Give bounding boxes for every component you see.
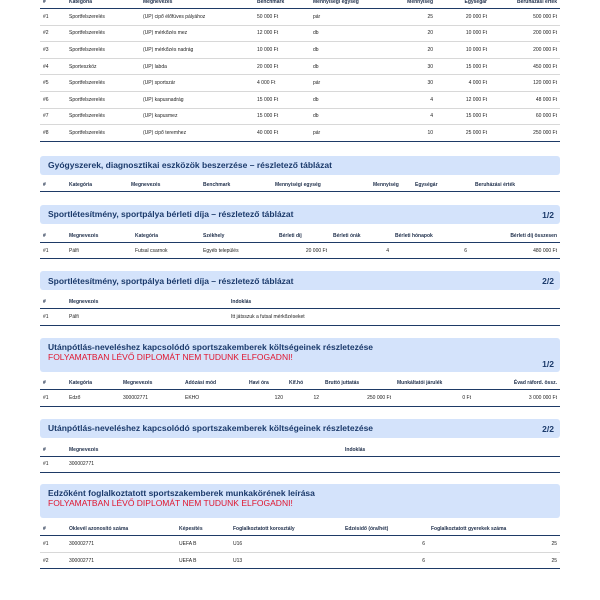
table-cell: #8 <box>43 129 49 136</box>
table-header-row <box>40 179 560 192</box>
col-header: Mennyiségi egység <box>275 181 321 188</box>
section-title: Sportlétesítmény, sportpálya bérleti díja – részletező táblázat <box>48 209 294 220</box>
col-header: Kif.hó <box>289 379 304 386</box>
section-title: Edzőként foglalkoztatott sportszakemberek munkakörének leírása <box>48 488 315 499</box>
table-cell: 300002771 <box>69 557 95 564</box>
table-row <box>40 42 560 59</box>
table-cell: 4 <box>430 113 433 120</box>
col-header: Mennyiség <box>407 0 433 5</box>
col-header: Kategória <box>69 379 93 386</box>
table-cell: 3 000 000 Ft <box>528 394 557 401</box>
table-cell: 450 000 Ft <box>533 63 557 70</box>
table-header-row <box>40 0 560 9</box>
table-row <box>40 552 560 569</box>
table-cell: 20 000 Ft <box>465 13 487 20</box>
section-title: Gyógyszerek, diagnosztikai eszközök beszerzése – részletező táblázat <box>48 160 332 171</box>
equipment-table <box>40 0 560 142</box>
table-cell: Sporteszköz <box>69 63 97 70</box>
medical-table <box>40 179 560 192</box>
table-cell: 10 <box>427 129 433 136</box>
col-header: Egységár <box>464 0 487 5</box>
col-header: Megnevezés <box>131 181 161 188</box>
col-header: Foglalkoztatott gyerekek száma <box>431 526 507 533</box>
table-cell: 50 000 Ft <box>257 13 279 20</box>
table-cell: 60 000 Ft <box>535 113 557 120</box>
table-cell: (UP) sportszár <box>143 80 176 87</box>
table-cell: (UP) mérkőzés mez <box>143 30 188 37</box>
col-header: # <box>43 526 46 533</box>
table-cell: 15 000 Ft <box>465 113 487 120</box>
col-header: Munkáltatói járulék <box>397 379 443 386</box>
table-cell: #1 <box>43 13 49 20</box>
warning-text: FOLYAMATBAN LÉVŐ DIPLOMÁT NEM TUDUNK ELFOGADNI! <box>48 351 293 362</box>
table-cell: #5 <box>43 80 49 87</box>
table-cell: 4 <box>386 247 389 254</box>
table-cell: 6 <box>422 557 425 564</box>
table-cell: #2 <box>43 30 49 37</box>
col-header: # <box>43 446 46 453</box>
table-cell: EKHO <box>185 394 200 401</box>
table-cell: Sportfelszerelés <box>69 129 105 136</box>
page-indicator: 1/2 <box>542 209 554 220</box>
col-header: Havi óra <box>249 379 269 386</box>
table-row <box>40 108 560 125</box>
table-cell: 10 000 Ft <box>257 46 279 53</box>
section-header-medical <box>40 156 560 175</box>
table-cell: #2 <box>43 557 49 564</box>
table-cell: #7 <box>43 113 49 120</box>
table-cell: Pálfi <box>69 247 79 254</box>
table-row <box>40 456 560 473</box>
table-cell: 48 000 Ft <box>535 96 557 103</box>
table-cell: 20 000 Ft <box>257 63 279 70</box>
table-cell: 25 <box>551 557 557 564</box>
coaches-table <box>40 523 560 569</box>
table-cell: db <box>313 46 319 53</box>
table-cell: 12 000 Ft <box>257 30 279 37</box>
table-cell: 25 000 Ft <box>465 129 487 136</box>
table-cell: #1 <box>43 540 49 547</box>
table-row <box>40 389 560 406</box>
table-cell: #6 <box>43 96 49 103</box>
warning-text: FOLYAMATBAN LÉVŐ DIPLOMÁT NEM TUDUNK ELFOGADNI! <box>48 498 293 509</box>
table-row <box>40 125 560 142</box>
table-cell: U16 <box>233 540 243 547</box>
table-cell: db <box>313 96 319 103</box>
table-cell: (UP) labda <box>143 63 167 70</box>
table-row <box>40 25 560 42</box>
table-cell: 4 000 Ft <box>468 80 487 87</box>
rental-table-1 <box>40 230 560 260</box>
col-header: Bérleti díj <box>279 232 302 239</box>
table-cell <box>342 456 560 473</box>
table-cell: 300002771 <box>69 461 95 468</box>
table-cell: pár <box>313 80 321 87</box>
table-cell: (UP) cipő élőfüves pályához <box>143 13 206 20</box>
col-header: Mennyiségi egység <box>313 0 359 5</box>
table-cell: 300002771 <box>123 394 149 401</box>
col-header: Adózási mód <box>185 379 217 386</box>
col-header: Megnevezés <box>143 0 173 5</box>
table-cell: 20 <box>427 46 433 53</box>
col-header: # <box>43 0 46 5</box>
table-cell: 20 <box>427 30 433 37</box>
table-header-row <box>40 523 560 536</box>
table-cell: U13 <box>233 557 243 564</box>
table-cell: Sportfelszerelés <box>69 80 105 87</box>
section-header-rental-1 <box>40 205 560 224</box>
table-cell: 300002771 <box>69 540 95 547</box>
table-cell: pár <box>313 129 321 136</box>
table-cell: 120 <box>274 394 283 401</box>
table-row <box>40 58 560 75</box>
table-cell: #1 <box>43 394 49 401</box>
table-row <box>40 9 560 26</box>
table-cell: 0 Ft <box>462 394 471 401</box>
table-cell: #1 <box>43 247 49 254</box>
table-header-row <box>40 377 560 390</box>
col-header: Bérleti hónapok <box>395 232 433 239</box>
col-header: Megnevezés <box>123 379 153 386</box>
col-header: Beruházási érték <box>516 0 557 5</box>
table-row <box>40 75 560 92</box>
table-cell: Sportfelszerelés <box>69 46 105 53</box>
table-row <box>40 242 560 259</box>
table-cell: Sportfelszerelés <box>69 30 105 37</box>
col-header: Évad ráford. össz. <box>513 379 557 386</box>
table-cell: 250 000 Ft <box>367 394 391 401</box>
table-cell: 12 000 Ft <box>465 96 487 103</box>
document-page <box>40 0 560 569</box>
table-header-row <box>40 444 560 457</box>
table-cell: (UP) mérkőzés nadrág <box>143 46 194 53</box>
col-header: Benchmark <box>257 0 285 5</box>
col-header: Bruttó juttatás <box>325 379 360 386</box>
col-header: Bérleti díj összesen <box>510 232 557 239</box>
col-header: # <box>43 379 46 386</box>
table-cell: #4 <box>43 63 49 70</box>
table-cell: 4 000 Ft <box>257 80 276 87</box>
table-cell: db <box>313 63 319 70</box>
section-header-coaches <box>40 484 560 518</box>
col-header: Foglalkoztatott korosztály <box>233 526 295 533</box>
col-header: Beruházási érték <box>475 181 516 188</box>
table-cell: 120 000 Ft <box>533 80 557 87</box>
table-cell: #1 <box>43 314 49 321</box>
section-header-youth-2 <box>40 419 560 438</box>
table-cell: 200 000 Ft <box>533 46 557 53</box>
section-title: Utánpótlás-neveléshez kapcsolódó sportszakemberek költségeinek részletezése <box>48 341 374 352</box>
col-header: # <box>43 181 46 188</box>
table-header-row <box>40 230 560 243</box>
col-header: Bérleti órák <box>333 232 361 239</box>
table-cell: Sportfelszerelés <box>69 113 105 120</box>
table-cell: 25 <box>551 540 557 547</box>
table-cell: 10 000 Ft <box>465 30 487 37</box>
section-header-youth-1 <box>40 338 560 372</box>
table-cell: Egyéb település <box>203 247 239 254</box>
page-indicator: 2/2 <box>542 423 554 434</box>
table-cell: 200 000 Ft <box>533 30 557 37</box>
table-cell: db <box>313 113 319 120</box>
col-header: Kategória <box>69 181 93 188</box>
table-cell: 6 <box>422 540 425 547</box>
table-cell: pár <box>313 13 321 20</box>
table-cell: UEFA B <box>179 557 197 564</box>
col-header: Székhely <box>203 232 225 239</box>
table-cell: Itt játsszuk a futsal mérkőzéseket <box>231 314 305 321</box>
youth-table-2 <box>40 444 560 474</box>
youth-table-1 <box>40 377 560 407</box>
page-indicator: 2/2 <box>542 276 554 287</box>
table-cell: 40 000 Ft <box>257 129 279 136</box>
col-header: Kategória <box>135 232 159 239</box>
table-row <box>40 536 560 553</box>
table-cell: (UP) cipő teremhez <box>143 129 187 136</box>
col-header: Megnevezés <box>69 232 99 239</box>
col-header: Kategória <box>69 0 93 5</box>
table-row <box>40 91 560 108</box>
table-cell: 250 000 Ft <box>533 129 557 136</box>
col-header: Megnevezés <box>69 446 99 453</box>
table-cell: 480 000 Ft <box>533 247 557 254</box>
table-cell: 15 000 Ft <box>257 96 279 103</box>
rental-table-2 <box>40 296 560 326</box>
table-cell: Sportfelszerelés <box>69 13 105 20</box>
table-cell: Futsal csarnok <box>135 247 168 254</box>
col-header: Egységár <box>415 181 438 188</box>
table-cell: 6 <box>464 247 467 254</box>
col-header: Képesítés <box>179 526 203 533</box>
table-cell: Edző <box>69 394 81 401</box>
section-title: Utánpótlás-neveléshez kapcsolódó sportszakemberek költségeinek részletezése <box>48 423 374 434</box>
table-cell: 4 <box>430 96 433 103</box>
page-indicator: 1/2 <box>542 358 554 369</box>
table-cell: 25 <box>427 13 433 20</box>
table-cell: (UP) kapusmez <box>143 113 178 120</box>
table-cell: #1 <box>43 461 49 468</box>
col-header: Benchmark <box>203 181 231 188</box>
table-cell: 15 000 Ft <box>257 113 279 120</box>
table-cell: 20 000 Ft <box>305 247 327 254</box>
table-cell: 12 <box>313 394 319 401</box>
table-cell: (UP) kapusnadrág <box>143 96 184 103</box>
section-header-rental-2 <box>40 271 560 290</box>
col-header: Indoklás <box>345 446 366 453</box>
col-header: # <box>43 299 46 306</box>
col-header: Oklevél azonosító száma <box>69 526 129 533</box>
section-title: Sportlétesítmény, sportpálya bérleti díja – részletező táblázat <box>48 275 294 286</box>
table-cell: Sportfelszerelés <box>69 96 105 103</box>
table-cell: 15 000 Ft <box>465 63 487 70</box>
table-cell: 30 <box>427 63 433 70</box>
col-header: # <box>43 232 46 239</box>
table-header-row <box>40 296 560 309</box>
table-cell: 10 000 Ft <box>465 46 487 53</box>
table-row <box>40 309 560 326</box>
table-cell: #3 <box>43 46 49 53</box>
table-cell: 30 <box>427 80 433 87</box>
table-cell: 500 000 Ft <box>533 13 557 20</box>
col-header: Indoklás <box>231 299 252 306</box>
table-cell: Pálfi <box>69 314 79 321</box>
col-header: Mennyiség <box>373 181 399 188</box>
table-cell: UEFA B <box>179 540 197 547</box>
table-cell: db <box>313 30 319 37</box>
col-header: Megnevezés <box>69 299 99 306</box>
col-header: Edzésidő (óra/hét) <box>345 526 389 533</box>
